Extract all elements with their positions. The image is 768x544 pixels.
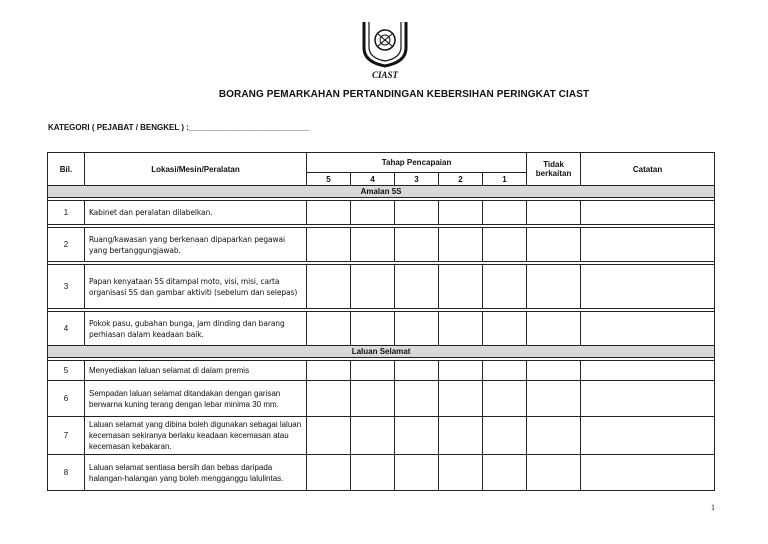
kategori-field[interactable]: KATEGORI ( PEJABAT / BENGKEL ) :___________________________: [48, 123, 310, 132]
row-description: Ruang/kawasan yang berkenaan dipaparkan pegawai yang bertanggungjawab.: [85, 228, 307, 262]
row-description: Kabinet dan peralatan dilabelkan.: [85, 201, 307, 225]
score-header: 5: [307, 173, 351, 186]
row-number: 8: [48, 455, 85, 491]
score-cell[interactable]: [351, 417, 395, 455]
score-cell[interactable]: [351, 455, 395, 491]
tidak-berkaitan-cell[interactable]: [527, 228, 581, 262]
score-cell[interactable]: [307, 201, 351, 225]
score-cell[interactable]: [483, 417, 527, 455]
score-cell[interactable]: [439, 201, 483, 225]
score-cell[interactable]: [439, 455, 483, 491]
row-description: Menyediakan laluan selamat di dalam premis: [85, 361, 307, 381]
score-cell[interactable]: [351, 361, 395, 381]
header-tidak-berkaitan: Tidak berkaitan: [527, 153, 581, 186]
score-cell[interactable]: [483, 381, 527, 417]
tidak-berkaitan-cell[interactable]: [527, 201, 581, 225]
form-title: BORANG PEMARKAHAN PERTANDINGAN KEBERSIHAN PERINGKAT CIAST: [218, 89, 590, 100]
header-tahap: Tahap Pencapaian: [307, 153, 527, 173]
row-description: Papan kenyataan 5S ditampal moto, visi, misi, carta organisasi 5S dan gambar aktiviti (sebelum dan selepas): [85, 265, 307, 309]
logo-text: CIAST: [371, 70, 399, 80]
score-cell[interactable]: [307, 455, 351, 491]
score-cell[interactable]: [483, 361, 527, 381]
header-row: [48, 153, 715, 173]
catatan-cell[interactable]: [581, 312, 715, 346]
score-cell[interactable]: [307, 417, 351, 455]
section-title: Laluan Selamat: [48, 346, 715, 358]
row-description: Laluan selamat sentiasa bersih dan bebas daripada halangan-halangan yang boleh mengganggu lalulintas.: [85, 455, 307, 491]
score-cell[interactable]: [395, 381, 439, 417]
table-row: [48, 361, 715, 381]
score-header: 2: [439, 173, 483, 186]
row-description: Sempadan laluan selamat ditandakan dengan garisan berwarna kuning terang dengan lebar minima 30 mm.: [85, 381, 307, 417]
row-number: 5: [48, 361, 85, 381]
score-cell[interactable]: [483, 228, 527, 262]
score-cell[interactable]: [439, 381, 483, 417]
header-lokasi: Lokasi/Mesin/Peralatan: [85, 153, 307, 186]
tidak-berkaitan-cell[interactable]: [527, 265, 581, 309]
catatan-cell[interactable]: [581, 201, 715, 225]
table-row: [48, 417, 715, 455]
score-cell[interactable]: [307, 361, 351, 381]
score-cell[interactable]: [483, 265, 527, 309]
score-cell[interactable]: [351, 201, 395, 225]
score-header: 4: [351, 173, 395, 186]
score-cell[interactable]: [395, 265, 439, 309]
table-row: [48, 455, 715, 491]
score-cell[interactable]: [439, 361, 483, 381]
score-cell[interactable]: [307, 312, 351, 346]
score-cell[interactable]: [395, 312, 439, 346]
ciast-logo: [358, 18, 412, 82]
catatan-cell[interactable]: [581, 455, 715, 491]
table-row: [48, 228, 715, 262]
score-header: 1: [483, 173, 527, 186]
catatan-cell[interactable]: [581, 265, 715, 309]
score-cell[interactable]: [439, 312, 483, 346]
score-cell[interactable]: [351, 228, 395, 262]
row-number: 2: [48, 228, 85, 262]
table-row: [48, 201, 715, 225]
tidak-berkaitan-cell[interactable]: [527, 417, 581, 455]
table-row: [48, 265, 715, 309]
score-cell[interactable]: [395, 228, 439, 262]
score-cell[interactable]: [351, 312, 395, 346]
score-cell[interactable]: [395, 201, 439, 225]
score-cell[interactable]: [307, 265, 351, 309]
row-number: 4: [48, 312, 85, 346]
scoring-table: [47, 152, 715, 491]
section-row: [48, 186, 715, 198]
score-header: 3: [395, 173, 439, 186]
score-cell[interactable]: [483, 312, 527, 346]
tidak-berkaitan-cell[interactable]: [527, 381, 581, 417]
section-row: [48, 346, 715, 358]
row-number: 1: [48, 201, 85, 225]
score-cell[interactable]: [395, 455, 439, 491]
tidak-berkaitan-cell[interactable]: [527, 361, 581, 381]
catatan-cell[interactable]: [581, 361, 715, 381]
table-row: [48, 312, 715, 346]
row-number: 6: [48, 381, 85, 417]
score-cell[interactable]: [395, 361, 439, 381]
tidak-berkaitan-cell[interactable]: [527, 312, 581, 346]
catatan-cell[interactable]: [581, 417, 715, 455]
score-cell[interactable]: [483, 201, 527, 225]
score-cell[interactable]: [307, 228, 351, 262]
score-cell[interactable]: [395, 417, 439, 455]
score-cell[interactable]: [439, 228, 483, 262]
tidak-berkaitan-cell[interactable]: [527, 455, 581, 491]
score-cell[interactable]: [351, 381, 395, 417]
header-bil: Bil.: [48, 153, 85, 186]
catatan-cell[interactable]: [581, 381, 715, 417]
header-catatan: Catatan: [581, 153, 715, 186]
row-description: Pokok pasu, gubahan bunga, jam dinding dan barang perhiasan dalam keadaan baik.: [85, 312, 307, 346]
page-number: 1: [711, 503, 715, 512]
table-row: [48, 381, 715, 417]
section-title: Amalan 5S: [48, 186, 715, 198]
row-number: 7: [48, 417, 85, 455]
row-number: 3: [48, 265, 85, 309]
score-cell[interactable]: [439, 417, 483, 455]
score-cell[interactable]: [351, 265, 395, 309]
row-description: Laluan selamat yang dibina boleh digunakan sebagai laluan kecemasan sekiranya berlaku keadaan kecemasan atau kecemasan kebakaran.: [85, 417, 307, 455]
score-cell[interactable]: [483, 455, 527, 491]
score-cell[interactable]: [307, 381, 351, 417]
score-cell[interactable]: [439, 265, 483, 309]
catatan-cell[interactable]: [581, 228, 715, 262]
